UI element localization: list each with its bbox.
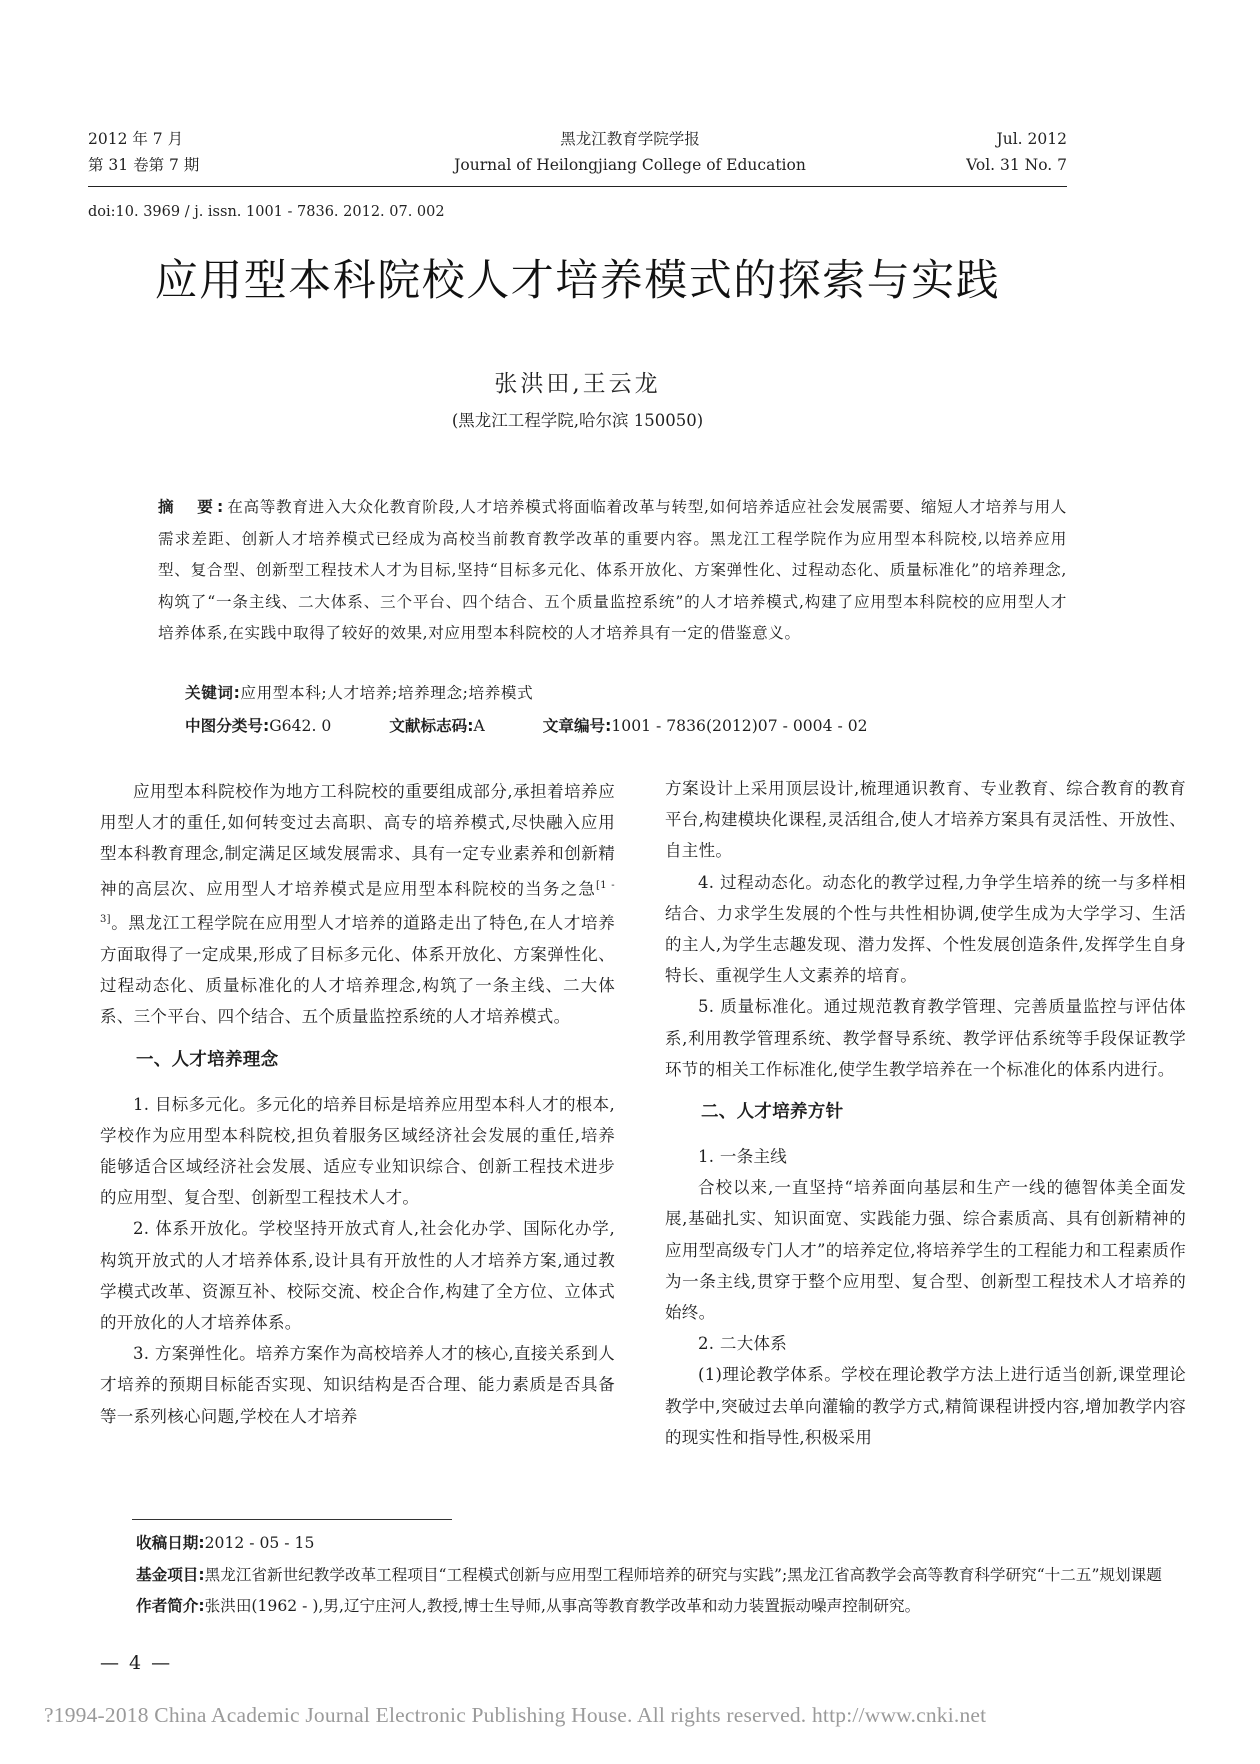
paragraph: 1. 目标多元化。多元化的培养目标是培养应用型本科人才的根本,学校作为应用型本科院校,担负着服务区域经济社会发展的重任,培养能够适合区域经济社会发展、适应专业知识综合、创新工程技术进步的应用型、复合型、创新型工程技术人才。 — [100, 1094, 615, 1208]
header-date: 2012 年 7 月 — [88, 130, 184, 148]
paragraph: 2. 体系开放化。学校坚持开放式育人,社会化办学、国际化办学,构筑开放式的人才培养体系,设计具有开放性的人才培养方案,通过教学模式改革、资源互补、校际交流、校企合作,构建了全方位、立体式的开放化的人才培养体系。 — [100, 1219, 615, 1333]
header-date-volume — [88, 126, 199, 178]
paragraph: 5. 质量标准化。通过规范教育教学管理、完善质量监控与评估体系,利用教学管理系统、教学督导系统、教学评估系统等手段保证教学环节的相关工作标准化,使学生教学培养在一个标准化的体系内进行。 — [665, 997, 1186, 1079]
footnote-rule — [132, 1519, 452, 1520]
subheading: 1. 一条主线 — [698, 1147, 788, 1167]
citation[interactable]: [1 - 3] — [100, 879, 615, 926]
header-volume-issue: 第 31 卷第 7 期 — [88, 156, 200, 174]
doc-code-label: 文献标志码: — [389, 717, 474, 735]
journal-name-cn: 黑龙江教育学院学报 — [560, 130, 700, 148]
doi[interactable]: doi:10. 3969 / j. issn. 1001 - 7836. 2012. 07. 002 — [88, 204, 445, 220]
doc-code-value: A — [473, 717, 485, 735]
article-number-value: 1001 - 7836(2012)07 - 0004 - 02 — [611, 717, 868, 735]
intro-paragraph: 应用型本科院校作为地方工科院校的重要组成部分,承担着培养应用型人才的重任,如何转变过去高职、高专的培养模式,尽快融入应用型本科教育理念,制定满足区域发展需求、具有一定专业素养和创新精神的高层次、应用型人才培养模式是应用型本科院校的当务之急[1 - 3]。黑龙江工程学院在应用型人才培养的道路走出了特色,在人才培养方面取得了一定成果,形成了目标多元化、体系开放化、方案弹性化、过程动态化、质量标准化的人才培养理念,构筑了一条主线、二大体系、三个平台、四个结合、五个质量监控系统的人才培养模式。 — [100, 782, 615, 1027]
subheading: 2. 二大体系 — [698, 1334, 788, 1354]
abstract — [158, 492, 1067, 650]
paragraph: 4. 过程动态化。动态化的教学过程,力争学生培养的统一与多样相结合、力求学生发展的个性与共性相协调,使学生成为大学学习、生活的主人,为学生志趣发现、潜力发挥、个性发展创造条件,发挥学生自身特长、重视学生人文素养的培育。 — [665, 872, 1186, 986]
header-rule — [88, 186, 1067, 187]
received-date: 收稿日期:2012 - 05 - 15 — [136, 1534, 315, 1552]
classification-line — [185, 714, 868, 736]
keywords-text: 应用型本科;人才培养;培养理念;培养模式 — [240, 684, 534, 702]
page-number: — 4 — — [100, 1652, 173, 1674]
article-title: 应用型本科院校人才培养模式的探索与实践 — [154, 256, 1001, 306]
paragraph: 合校以来,一直坚持“培养面向基层和生产一线的德智体美全面发展,基础扎实、知识面宽、实践能力强、综合素质高、具有创新精神的应用型高级专门人才”的培养定位,将培养学生的工程能力和工程素质作为一条主线,贯穿于整个应用型、复合型、创新型工程技术人才培养的始终。 — [665, 1178, 1186, 1323]
section-heading-2: 二、人才培养方针 — [701, 1102, 844, 1123]
paragraph-continued: 方案设计上采用顶层设计,梳理通识教育、专业教育、综合教育的教育平台,构建模块化课程,灵活组合,使人才培养方案具有灵活性、开放性、自主性。 — [665, 779, 1186, 861]
clc-value: G642. 0 — [269, 717, 332, 735]
author-bio: 作者简介:张洪田(1962 - ),男,辽宁庄河人,教授,博士生导师,从事高等教育教学改革和动力装置振动噪声控制研究。 — [136, 1597, 921, 1615]
right-column — [665, 773, 1186, 1453]
affiliation: (黑龙江工程学院,哈尔滨 150050) — [451, 411, 704, 430]
abstract-label: 摘 要: — [158, 498, 228, 516]
left-column — [100, 776, 615, 1432]
header-vol-no-en: Vol. 31 No. 7 — [966, 156, 1067, 174]
header-date-en — [966, 126, 1067, 178]
paragraph: 3. 方案弹性化。培养方案作为高校培养人才的核心,直接关系到人才培养的预期目标能否实现、知识结构是否合理、能力素质是否具备等一系列核心问题,学校在人才培养 — [100, 1344, 615, 1426]
header-month-en: Jul. 2012 — [996, 130, 1067, 148]
journal-name-en: Journal of Heilongjiang College of Education — [454, 156, 806, 174]
article-number-label: 文章编号: — [542, 717, 612, 735]
keywords — [185, 681, 533, 703]
keywords-label: 关键词: — [185, 684, 241, 702]
fund-project: 基金项目:黑龙江省新世纪教学改革工程项目“工程模式创新与应用型工程师培养的研究与实践”;黑龙江省高教学会高等教育科学研究“十二五”规划课题 — [136, 1565, 1162, 1584]
footnotes — [100, 1528, 1190, 1623]
copyright-footer: ?1994-2018 China Academic Journal Electronic Publishing House. All rights reserved. http://www.cnki.net — [44, 1703, 987, 1727]
clc-label: 中图分类号: — [185, 717, 270, 735]
authors: 张洪田,王云龙 — [494, 371, 661, 397]
abstract-text: 在高等教育进入大众化教育阶段,人才培养模式将面临着改革与转型,如何培养适应社会发展需要、缩短人才培养与用人需求差距、创新人才培养模式已经成为高校当前教育教学改革的重要内容。黑龙江工程学院作为应用型本科院校,以培养应用型、复合型、创新型工程技术人才为目标,坚持“目标多元化、体系开放化、方案弹性化、过程动态化、质量标准化”的培养理念,构筑了“一条主线、二大体系、三个平台、四个结合、五个质量监控系统”的人才培养模式,构建了应用型本科院校的应用型人才培养体系,在实践中取得了较好的效果,对应用型本科院校的人才培养具有一定的借鉴意义。 — [158, 498, 1067, 642]
header-journal-name — [330, 126, 930, 178]
paragraph: (1)理论教学体系。学校在理论教学方法上进行适当创新,课堂理论教学中,突破过去单向灌输的教学方式,精简课程讲授内容,增加教学内容的现实性和指导性,积极采用 — [665, 1365, 1186, 1447]
section-heading-1: 一、人才培养理念 — [136, 1049, 279, 1070]
